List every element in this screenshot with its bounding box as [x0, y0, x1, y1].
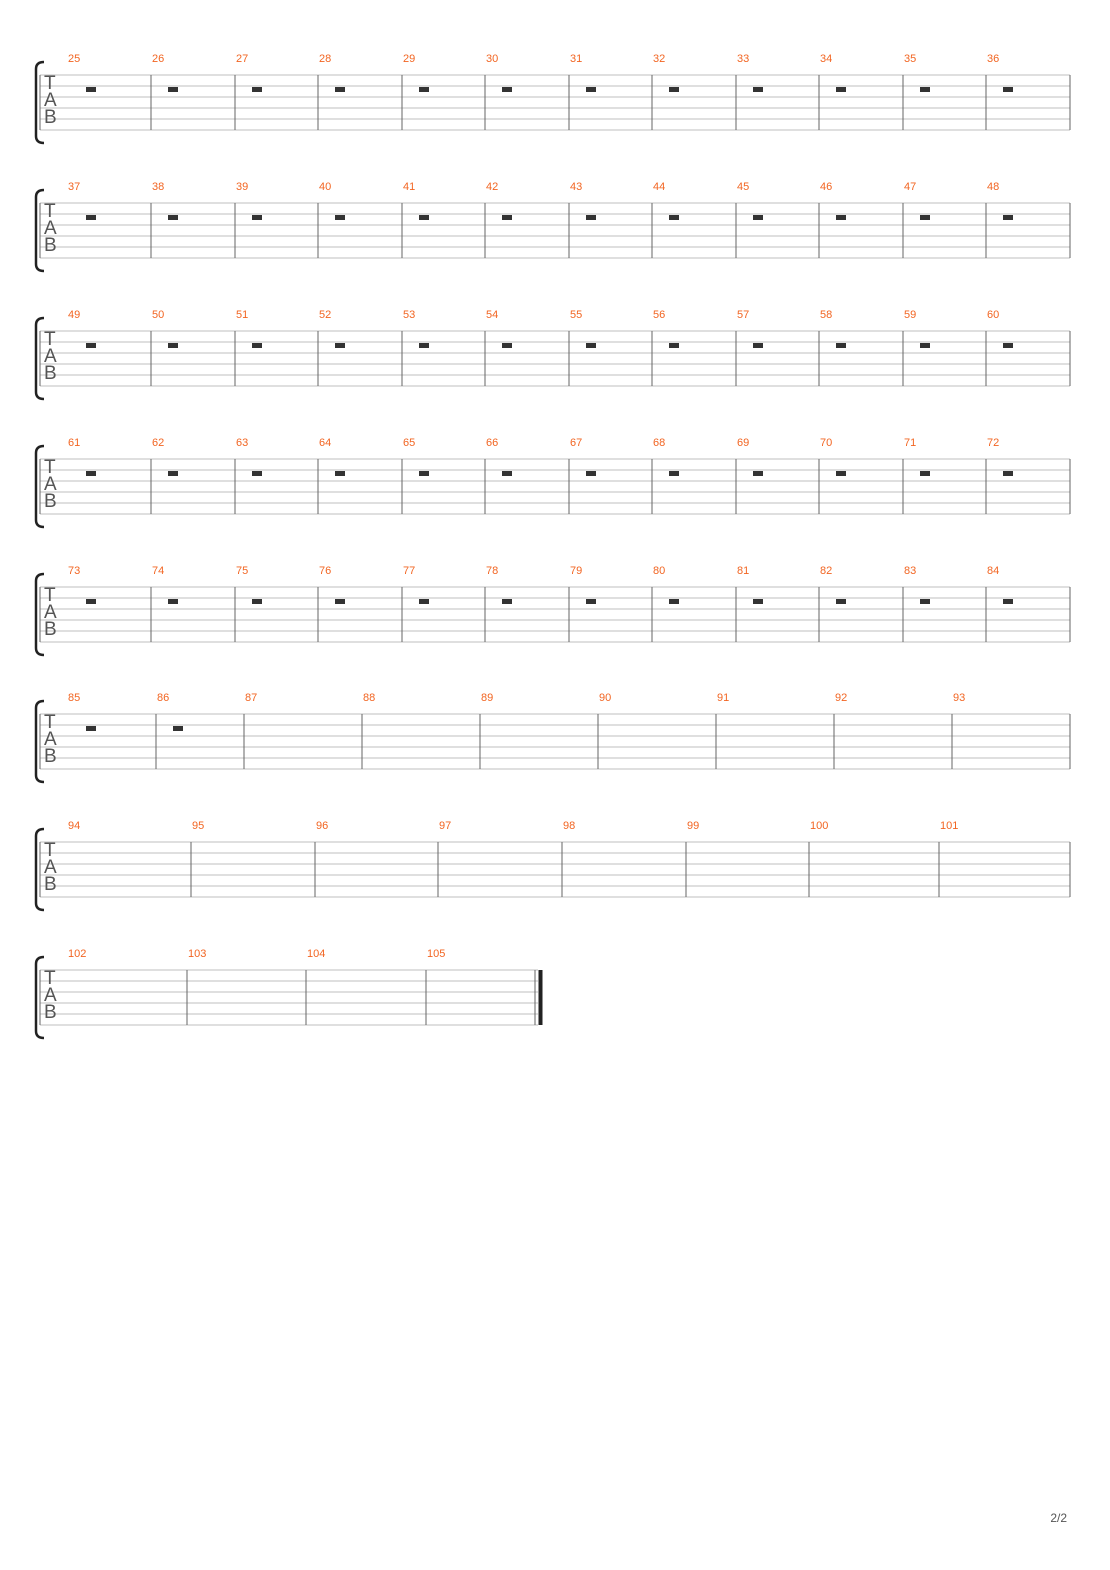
- rest-symbol: [586, 599, 596, 604]
- measure-number: 89: [481, 692, 494, 704]
- measure-number: 81: [737, 565, 750, 577]
- rest-symbol: [753, 215, 763, 220]
- rest-symbol: [836, 471, 846, 476]
- rest-symbol: [836, 343, 846, 348]
- measure-number: 74: [152, 565, 165, 577]
- rest-symbol: [753, 471, 763, 476]
- tab-clef-letter: A: [44, 474, 57, 495]
- measure-number: 41: [403, 181, 416, 193]
- rest-symbol: [502, 599, 512, 604]
- rest-symbol: [836, 599, 846, 604]
- rest-symbol: [920, 471, 930, 476]
- measure-number: 100: [810, 820, 829, 832]
- measure-number: 101: [940, 820, 959, 832]
- measure-number: 99: [687, 820, 700, 832]
- measure-number: 75: [236, 565, 249, 577]
- rest-symbol: [1003, 87, 1013, 92]
- measure-number: 98: [563, 820, 576, 832]
- measure-number: 62: [152, 437, 165, 449]
- measure-number: 90: [599, 692, 612, 704]
- rest-symbol: [168, 471, 178, 476]
- tab-clef-letter: B: [44, 107, 57, 128]
- measure-number: 64: [319, 437, 332, 449]
- measure-number: 102: [68, 948, 87, 960]
- rest-symbol: [86, 87, 96, 92]
- rest-symbol: [586, 343, 596, 348]
- measure-number: 80: [653, 565, 666, 577]
- measure-number: 84: [987, 565, 1000, 577]
- rest-symbol: [753, 343, 763, 348]
- rest-symbol: [335, 343, 345, 348]
- rest-symbol: [753, 599, 763, 604]
- tab-clef-letter: T: [44, 457, 56, 478]
- measure-number: 95: [192, 820, 205, 832]
- measure-number: 87: [245, 692, 258, 704]
- rest-symbol: [252, 215, 262, 220]
- rest-symbol: [168, 343, 178, 348]
- measure-number: 63: [236, 437, 249, 449]
- measure-number: 32: [653, 53, 666, 65]
- rest-symbol: [920, 87, 930, 92]
- page-number: 2/2: [1050, 1511, 1067, 1525]
- rest-symbol: [920, 599, 930, 604]
- rest-symbol: [502, 343, 512, 348]
- rest-symbol: [419, 471, 429, 476]
- measure-number: 68: [653, 437, 666, 449]
- tab-clef-letter: T: [44, 712, 56, 733]
- measure-number: 50: [152, 309, 165, 321]
- tab-clef-letter: A: [44, 985, 57, 1006]
- rest-symbol: [836, 87, 846, 92]
- rest-symbol: [502, 215, 512, 220]
- measure-number: 103: [188, 948, 207, 960]
- rest-symbol: [669, 215, 679, 220]
- measure-number: 61: [68, 437, 81, 449]
- rest-symbol: [920, 215, 930, 220]
- tab-clef-letter: A: [44, 218, 57, 239]
- rest-symbol: [252, 471, 262, 476]
- measure-number: 44: [653, 181, 666, 193]
- measure-number: 47: [904, 181, 917, 193]
- rest-symbol: [335, 215, 345, 220]
- rest-symbol: [669, 599, 679, 604]
- measure-number: 70: [820, 437, 833, 449]
- rest-symbol: [252, 599, 262, 604]
- tab-clef-letter: T: [44, 968, 56, 989]
- measure-number: 55: [570, 309, 583, 321]
- measure-number: 93: [953, 692, 966, 704]
- measure-number: 96: [316, 820, 329, 832]
- measure-number: 37: [68, 181, 81, 193]
- measure-number: 67: [570, 437, 583, 449]
- measure-number: 77: [403, 565, 416, 577]
- measure-number: 73: [68, 565, 81, 577]
- tab-clef-letter: T: [44, 73, 56, 94]
- measure-number: 52: [319, 309, 332, 321]
- measure-number: 45: [737, 181, 750, 193]
- rest-symbol: [335, 87, 345, 92]
- rest-symbol: [252, 87, 262, 92]
- rest-symbol: [86, 471, 96, 476]
- measure-number: 94: [68, 820, 81, 832]
- measure-number: 48: [987, 181, 1000, 193]
- rest-symbol: [586, 215, 596, 220]
- tab-clef-letter: B: [44, 491, 57, 512]
- measure-number: 38: [152, 181, 165, 193]
- tab-clef-letter: B: [44, 746, 57, 767]
- rest-symbol: [1003, 215, 1013, 220]
- measure-number: 43: [570, 181, 583, 193]
- measure-number: 60: [987, 309, 1000, 321]
- rest-symbol: [86, 726, 96, 731]
- tab-clef-letter: A: [44, 602, 57, 623]
- rest-symbol: [173, 726, 183, 731]
- measure-number: 42: [486, 181, 499, 193]
- measure-number: 40: [319, 181, 332, 193]
- rest-symbol: [669, 87, 679, 92]
- tab-clef-letter: B: [44, 363, 57, 384]
- rest-symbol: [586, 87, 596, 92]
- rest-symbol: [86, 599, 96, 604]
- measure-number: 65: [403, 437, 416, 449]
- measure-number: 29: [403, 53, 416, 65]
- final-thick-barline: [539, 970, 543, 1025]
- rest-symbol: [753, 87, 763, 92]
- measure-number: 26: [152, 53, 165, 65]
- measure-number: 71: [904, 437, 917, 449]
- rest-symbol: [419, 87, 429, 92]
- measure-number: 49: [68, 309, 81, 321]
- measure-number: 57: [737, 309, 750, 321]
- measure-number: 79: [570, 565, 583, 577]
- tab-clef-letter: A: [44, 90, 57, 111]
- measure-number: 105: [427, 948, 446, 960]
- tab-clef-letter: B: [44, 235, 57, 256]
- rest-symbol: [1003, 599, 1013, 604]
- measure-number: 30: [486, 53, 499, 65]
- tab-clef-letter: T: [44, 585, 56, 606]
- tab-clef-letter: T: [44, 329, 56, 350]
- measure-number: 28: [319, 53, 332, 65]
- measure-number: 59: [904, 309, 917, 321]
- rest-symbol: [335, 599, 345, 604]
- measure-number: 51: [236, 309, 249, 321]
- measure-number: 36: [987, 53, 1000, 65]
- measure-number: 78: [486, 565, 499, 577]
- tab-clef-letter: T: [44, 201, 56, 222]
- measure-number: 85: [68, 692, 81, 704]
- rest-symbol: [168, 215, 178, 220]
- rest-symbol: [419, 599, 429, 604]
- measure-number: 35: [904, 53, 917, 65]
- measure-number: 104: [307, 948, 326, 960]
- tab-clef-letter: B: [44, 619, 57, 640]
- tab-clef-letter: B: [44, 874, 57, 895]
- rest-symbol: [669, 343, 679, 348]
- rest-symbol: [920, 343, 930, 348]
- measure-number: 82: [820, 565, 833, 577]
- tab-clef-letter: T: [44, 840, 56, 861]
- measure-number: 66: [486, 437, 499, 449]
- rest-symbol: [335, 471, 345, 476]
- rest-symbol: [419, 215, 429, 220]
- measure-number: 72: [987, 437, 1000, 449]
- rest-symbol: [252, 343, 262, 348]
- measure-number: 76: [319, 565, 332, 577]
- measure-number: 27: [236, 53, 249, 65]
- measure-number: 39: [236, 181, 249, 193]
- rest-symbol: [419, 343, 429, 348]
- measure-number: 25: [68, 53, 81, 65]
- rest-symbol: [1003, 343, 1013, 348]
- measure-number: 91: [717, 692, 730, 704]
- rest-symbol: [168, 599, 178, 604]
- rest-symbol: [86, 343, 96, 348]
- measure-number: 83: [904, 565, 917, 577]
- measure-number: 58: [820, 309, 833, 321]
- measure-number: 53: [403, 309, 416, 321]
- measure-number: 56: [653, 309, 666, 321]
- rest-symbol: [586, 471, 596, 476]
- measure-number: 33: [737, 53, 750, 65]
- measure-number: 86: [157, 692, 170, 704]
- rest-symbol: [1003, 471, 1013, 476]
- tab-clef-letter: A: [44, 857, 57, 878]
- measure-number: 88: [363, 692, 376, 704]
- rest-symbol: [669, 471, 679, 476]
- rest-symbol: [86, 215, 96, 220]
- measure-number: 46: [820, 181, 833, 193]
- rest-symbol: [502, 471, 512, 476]
- tab-clef-letter: A: [44, 729, 57, 750]
- rest-symbol: [836, 215, 846, 220]
- rest-symbol: [502, 87, 512, 92]
- measure-number: 97: [439, 820, 452, 832]
- tab-clef-letter: A: [44, 346, 57, 367]
- measure-number: 54: [486, 309, 499, 321]
- measure-number: 69: [737, 437, 750, 449]
- measure-number: 31: [570, 53, 583, 65]
- measure-number: 34: [820, 53, 833, 65]
- measure-number: 92: [835, 692, 848, 704]
- rest-symbol: [168, 87, 178, 92]
- tab-clef-letter: B: [44, 1002, 57, 1023]
